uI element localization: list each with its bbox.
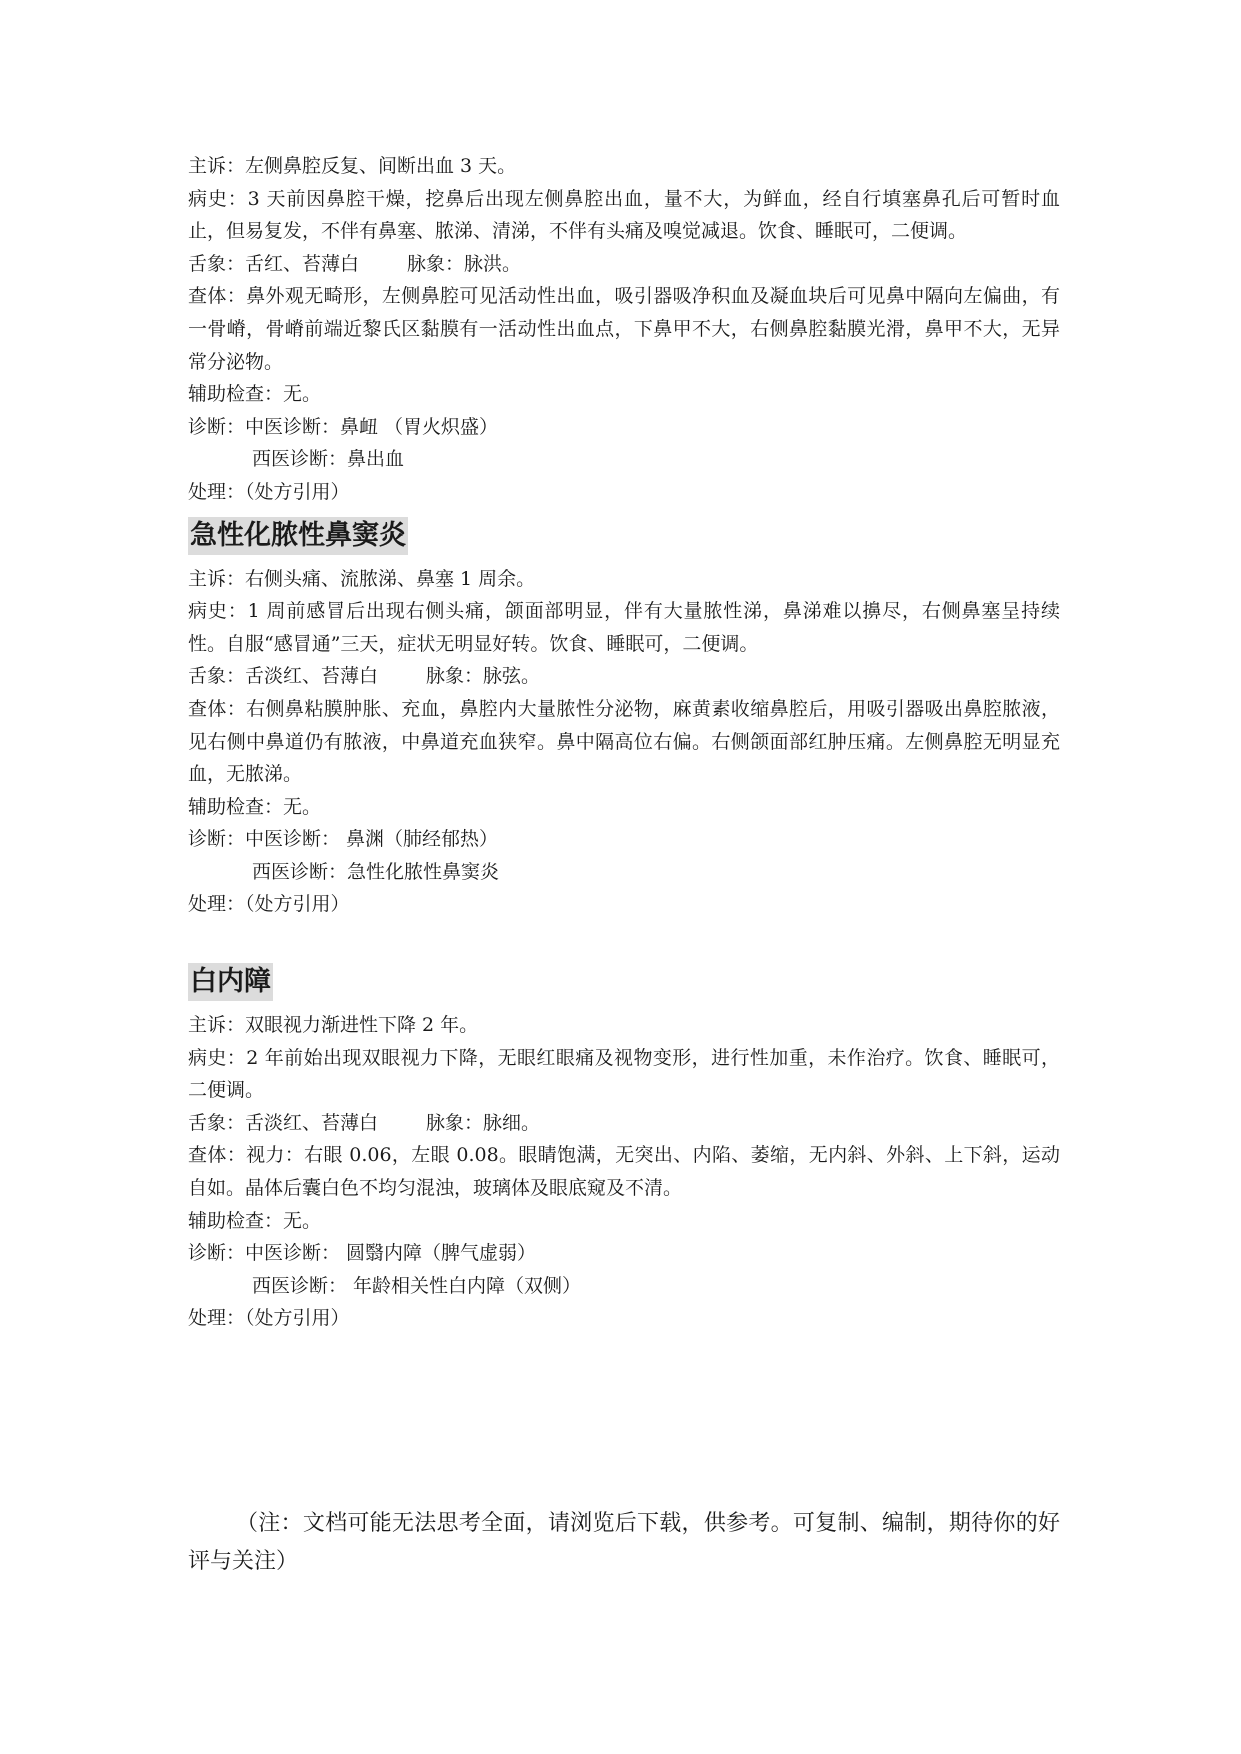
pulse-observation: 脉象：脉弦。 (426, 665, 541, 688)
medical-history: 病史：3 天前因鼻腔干燥，挖鼻后出现左侧鼻腔出血，量不大，为鲜血，经自行填塞鼻孔后可暂时血止，但易复发，不伴有鼻塞、脓涕、清涕，不伴有头痛及嗅觉减退。饮食、睡眠可，二便调。 (188, 187, 1060, 243)
section-heading: 白内障 (188, 963, 273, 1001)
document-body (188, 150, 1060, 1335)
tongue-pulse (188, 1107, 1060, 1140)
diagnosis-tcm: 诊断：中医诊断： 鼻渊（肺经郁热） (188, 828, 499, 851)
diagnosis-western: 西医诊断：鼻出血 (252, 448, 405, 471)
tongue-observation: 舌象：舌淡红、苔薄白 (188, 1111, 379, 1134)
treatment: 处理：（处方引用） (188, 1307, 350, 1330)
diagnosis-tcm: 诊断：中医诊断：鼻衄 （胃火炽盛） (188, 415, 499, 438)
physical-exam: 查体：鼻外观无畸形，左侧鼻腔可见活动性出血，吸引器吸净积血及凝血块后可见鼻中隔向左偏曲，有一骨嵴，骨嵴前端近黎氏区黏膜有一活动性出血点，下鼻甲不大，右侧鼻腔黏膜光滑，鼻甲不大，无异常分泌物。 (188, 285, 1060, 373)
tongue-observation: 舌象：舌淡红、苔薄白 (188, 665, 379, 688)
tongue-observation: 舌象：舌红、苔薄白 (188, 252, 360, 275)
tongue-pulse (188, 660, 1060, 693)
physical-exam: 查体：右侧鼻粘膜肿胀、充血，鼻腔内大量脓性分泌物，麻黄素收缩鼻腔后，用吸引器吸出鼻腔脓液，见右侧中鼻道仍有脓液，中鼻道充血狭窄。鼻中隔高位右偏。右侧颌面部红肿压痛。左侧鼻腔无明显充血，无脓涕。 (188, 697, 1060, 786)
treatment: 处理：（处方引用） (188, 893, 350, 916)
pulse-observation: 脉象：脉细。 (426, 1111, 541, 1134)
diagnosis-western: 西医诊断：急性化脓性鼻窦炎 (252, 860, 500, 883)
diagnosis-western: 西医诊断： 年龄相关性白内障（双侧） (252, 1274, 582, 1297)
footer-note: （注：文档可能无法思考全面，请浏览后下载，供参考。可复制、编制，期待你的好评与关注） (188, 1511, 1060, 1574)
tongue-pulse (188, 248, 1060, 281)
diagnosis-tcm: 诊断：中医诊断： 圆翳内障（脾气虚弱） (188, 1242, 537, 1265)
chief-complaint: 主诉：右侧头痛、流脓涕、鼻塞 1 周余。 (188, 567, 536, 590)
physical-exam: 查体：视力：右眼 0.06，左眼 0.08。眼睛饱满，无突出、内陷、萎缩，无内斜、外斜、上下斜，运动自如。晶体后囊白色不均匀混浊，玻璃体及眼底窥及不清。 (188, 1144, 1060, 1200)
auxiliary-exam: 辅助检查：无。 (188, 383, 322, 406)
medical-history: 病史：1 周前感冒后出现右侧头痛，颌面部明显，伴有大量脓性涕，鼻涕难以擤尽，右侧鼻塞呈持续性。自服“感冒通”三天，症状无明显好转。饮食、睡眠可，二便调。 (188, 600, 1060, 655)
treatment: 处理：（处方引用） (188, 480, 350, 503)
pulse-observation: 脉象：脉洪。 (407, 252, 522, 275)
case-cataract (188, 955, 1060, 1335)
chief-complaint: 主诉：左侧鼻腔反复、间断出血 3 天。 (188, 155, 517, 177)
chief-complaint: 主诉：双眼视力渐进性下降 2 年。 (188, 1014, 479, 1037)
medical-history: 病史：2 年前始出现双眼视力下降，无眼红眼痛及视物变形，进行性加重，未作治疗。饮食、睡眠可，二便调。 (188, 1046, 1060, 1102)
case-epistaxis (188, 150, 1060, 509)
auxiliary-exam: 辅助检查：无。 (188, 795, 322, 818)
auxiliary-exam: 辅助检查：无。 (188, 1209, 322, 1232)
case-acute-sinusitis (188, 509, 1060, 922)
section-heading: 急性化脓性鼻窦炎 (188, 517, 408, 555)
